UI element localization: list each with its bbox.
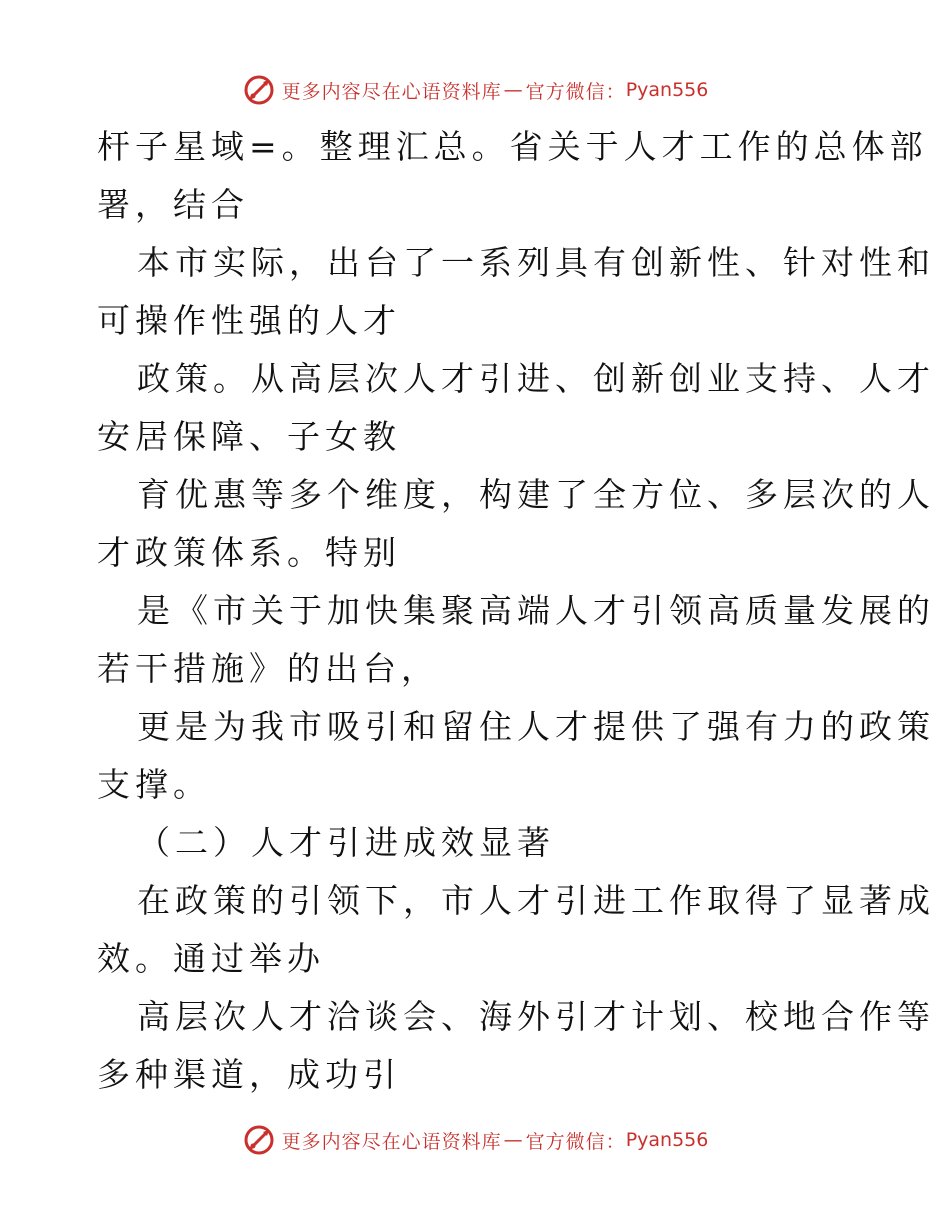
- footer-wechat-id: Pyan556: [625, 1129, 709, 1151]
- footer-separator: —: [503, 1129, 524, 1151]
- body-line: 才政策体系。特别: [97, 533, 401, 572]
- body-line: 若干措施》的出台，: [97, 649, 439, 688]
- body-line: 可操作性强的人才: [97, 301, 401, 340]
- body-line: 安居保障、子女教: [97, 417, 401, 456]
- body-line: 高层次人才洽谈会、海外引才计划、校地合作等: [137, 997, 935, 1036]
- footer-text: 更多内容尽在心语资料库: [281, 1130, 502, 1153]
- header-watermark: [0, 70, 950, 110]
- document-body: [97, 118, 935, 1104]
- header-separator: —: [503, 79, 524, 101]
- brush-icon: [242, 1123, 276, 1157]
- body-line: 多种渠道，成功引: [97, 1055, 401, 1094]
- header-wechat-id: Pyan556: [625, 79, 709, 101]
- body-line: 本市实际，出台了一系列具有创新性、针对性和: [137, 243, 935, 282]
- footer-wechat-label: 官方微信：: [525, 1130, 626, 1153]
- body-line: 支撑。: [97, 765, 211, 804]
- body-line: 杆子星域=。整理汇总。省关于人才工作的总体部: [97, 127, 928, 166]
- brush-icon: [242, 73, 276, 107]
- footer-watermark: [0, 1120, 950, 1160]
- header-wechat-label: 官方微信：: [525, 80, 626, 103]
- body-line: 署，结合: [97, 185, 249, 224]
- section-heading: （二）人才引进成效显著: [137, 823, 555, 862]
- body-line: 是《市关于加快集聚高端人才引领高质量发展的: [137, 591, 935, 630]
- body-line: 效。通过举办: [97, 939, 325, 978]
- header-text: 更多内容尽在心语资料库: [281, 80, 502, 103]
- body-line: 更是为我市吸引和留住人才提供了强有力的政策: [137, 707, 935, 746]
- body-line: 政策。从高层次人才引进、创新创业支持、人才: [137, 359, 935, 398]
- body-line: 育优惠等多个维度，构建了全方位、多层次的人: [137, 475, 935, 514]
- body-line: 在政策的引领下，市人才引进工作取得了显著成: [137, 881, 935, 920]
